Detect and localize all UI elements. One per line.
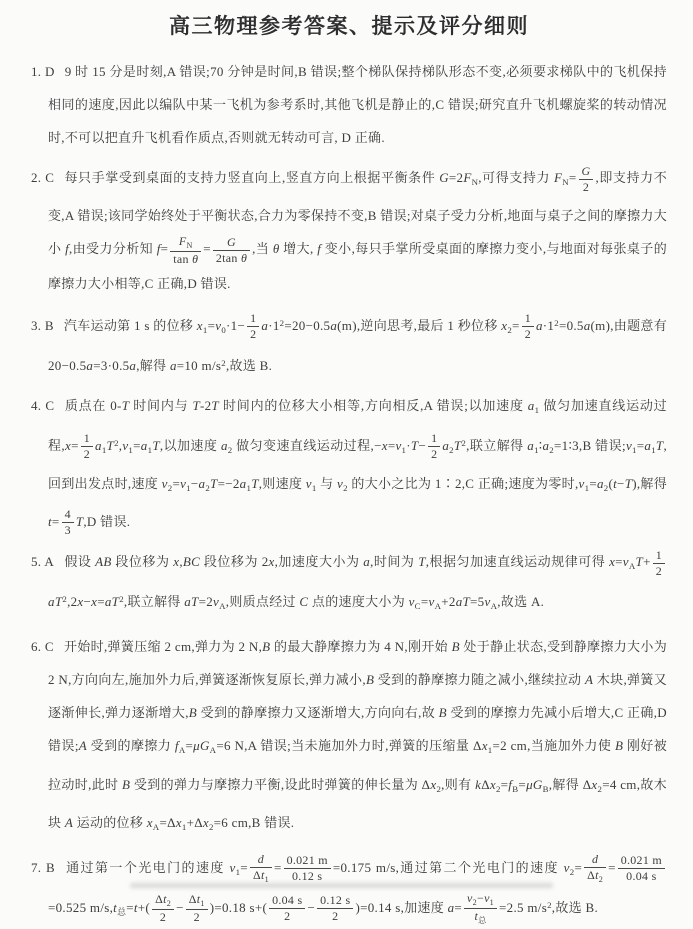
item-2-number-answer: 2. C [31, 170, 55, 185]
item-6-solution: 开始时,弹簧压缩 2 cm,弹力为 2 N,B 的最大静摩擦力为 4 N,刚开始 B 处于静止状态,受到静摩擦力大小为 2 N,方向向左,施加外力后,弹簧逐渐恢复原长,弹力减小,B 受到的静摩擦力随之减小,继续拉动 A 木块,弹簧又逐渐伸长,弹力逐渐增大,B 受到的静摩擦力又逐渐增大,方向向右,故 B 受到的摩擦力先减小后增大,C 正确,D 错误;A 受到的摩擦力 $f_A=\mu G_A=6$ N,A 错误;当未施加外力时,弹簧的压缩量 $\Delta x_1=2$ cm,当施加外力使 B 刚好被拉动时,此时 B 受到的弹力与摩擦力平衡,设此时弹簧的伸长量为 $\Delta x_2$,则有 $k\Delta x_2=f_B=\mu G_B$,解得 $\Delta x_2=4$ cm,故木块 A 运动的位移 $x_A=\Delta x_1+\Delta x_2=6$ cm,B 错误. [48, 639, 668, 832]
partial-next-line-smudge [130, 883, 553, 888]
item-4-number-answer: 4. C [31, 397, 55, 413]
page-title: 高三物理参考答案、提示及评分细则 [169, 15, 529, 38]
item-2-solution: 每只手掌受到桌面的支持力竖直向上,竖直方向上根据平衡条件 $G=2F_N$,可得支持力 $F_N=$ $\frac{G}{2}$ ,即支持力不变,A 错误;该同学始终处于平衡状态,合力为零保持不变,B 错误;对桌子受力分析,地面与桌子之间的摩擦力大小 f,由受力分析知 f= $\frac{F_N}{\text{tan θ}}$ = $\frac{G}{\text{2tan θ}}$ ,当 θ 增大, f 变小,每只手掌所受桌面的摩擦力变小,与地面对每张桌子的摩擦力大小相等,C 正确,D 错误. [48, 163, 668, 291]
item-1-number-answer: 1. D [31, 64, 55, 79]
item-7-solution: 通过第一个光电门的速度 $v_1=$ $\frac{d}{\Delta t_1}$ = $\frac{0.021 m}{0.12 s}$ =0.175 m/s,通过第二个光电门的速度 $v_2=$ $\frac{d}{\Delta t_2}$ = $\frac{0.021 m}{0.04 s}$ =0.525 $m/s,t_总=t+$( $\frac{\Delta t_2}{2}$ − $\frac{\Delta t_1}{2}$ )=0.18 s+( $\frac{0.04 s}{2}$ − $\frac{0.12 s}{2}$ )=0.14 s,加速度 a= $\frac{v_2-v_1}{t_总}$ =2.5 $m/s^2$,故选 B. [48, 860, 667, 915]
item-7-number-answer: 7. B [31, 859, 55, 875]
item-4-solution: 质点在 0-T 时间内与 T-2T 时间内的位移大小相等,方向相反,A 错误;以加速度 $a_1$ 做匀加速直线运动过程,x= $\frac{1}{2}$ $a_1T^2,v_1=a_1T$,以加速度 $a_2$ 做匀变速直线运动过程$,-x=v_1\cdot T-$ $\frac{1}{2}$ $a_2T^2$,联立解得 $a_1∶a_2=1∶3,B$ 错误$;v_1=a_1T$,回到出发点时,速度 $v_2=v_1-a_2T=-2a_1T$,则速度 $v_1$ 与 $v_2$ 的大小之比为 1∶2,C 正确;速度为零时$,v_1=a_2(t-T)$,解得 t= $\frac{4}{3}$ T,D 错误. [48, 397, 668, 538]
answer-item-4 [31, 389, 667, 539]
item-3-number-answer: 3. B [31, 317, 54, 333]
answer-item-2 [31, 161, 667, 300]
item-3-solution: 汽车运动第 1 s 的位移 $x_1=v_0\cdot 1-$ $\frac{1}{2}$ $a\cdot 1^2=20-0.5a(m)$,逆向思考,最后 1 秒位移 $x_2=$ $\frac{1}{2}$ $a\cdot 1^2=0.5a(m)$,由题意有 20−0.5a=3·0.5a,解得 a=10 $m/s^2$,故选 B. [48, 311, 668, 373]
item-1-solution: 9 时 15 分是时刻,A 错误;70 分钟是时间,B 错误;整个梯队保持梯队形态不变,必须要求梯队中的飞机保持相同的速度,因此以编队中某一飞机为参考系时,其他飞机是静止的,C 错误;研究直升飞机螺旋桨的转动情况时,不可以把直升飞机看作质点,否则就无转动可言, D 正确. [48, 64, 667, 145]
item-5-solution: 假设 AB 段位移为 x,BC 段位移为 2x,加速度大小为 a,时间为 T,根据匀加速直线运动规律可得 $x=v_AT+$ $\frac{1}{2}$ $aT^2,2x-x=aT^2$,联立解得 $aT=2v_A$,则质点经过 C 点的速度大小为 $v_C=v_A+2aT=5v_A$,故选 A. [48, 554, 667, 609]
answer-item-3 [31, 307, 667, 382]
answer-item-6 [31, 630, 667, 843]
item-5-number-answer: 5. A [31, 554, 55, 570]
answer-item-1 [31, 55, 667, 154]
item-6-number-answer: 6. C [31, 639, 54, 655]
answer-item-5 [31, 545, 667, 623]
